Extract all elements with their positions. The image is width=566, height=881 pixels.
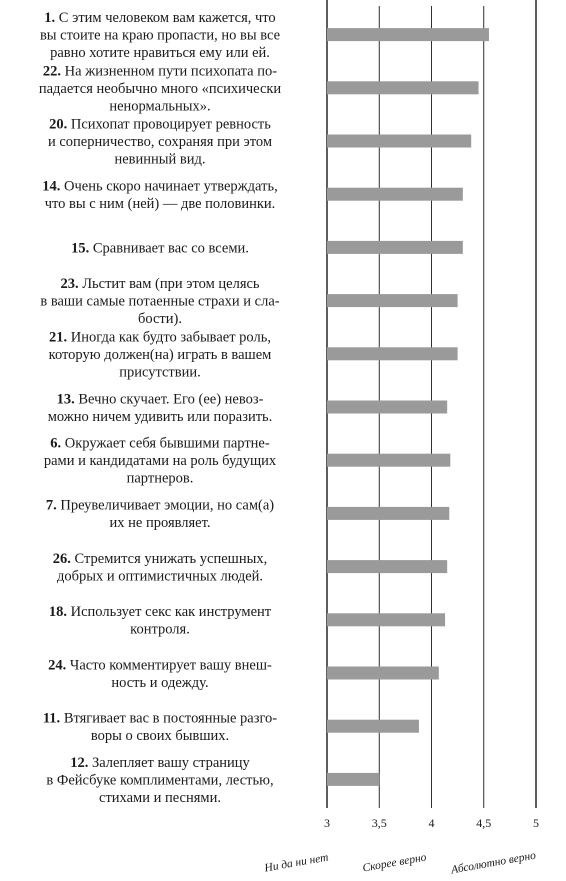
item-text: в Фейсбуке комплиментами, лестью, [46,772,274,789]
item-text: ность и одежду. [111,674,209,691]
item-text: которую должен(на) играть в вашем [48,346,272,363]
bar [327,720,419,733]
item-text: контроля. [130,621,190,638]
item-text: присутствии. [119,364,201,381]
item-label-line [57,568,263,584]
item-label-line [49,117,271,133]
item-number: 1. [44,10,59,27]
item-number: 12. [70,754,92,771]
x-category-label: Ни да ни нет [263,851,330,875]
item-label-line [42,178,277,194]
item-label-line [57,391,264,407]
x-tick-label: 3 [324,816,330,830]
bar [327,28,489,41]
item-label-line [110,515,211,531]
item-label-line [91,728,229,744]
bar [327,560,447,573]
item-text: рами и кандидатами на роль будущих [43,453,277,470]
item-label-line [70,755,250,771]
item-label-line [114,152,205,168]
item-label-line [43,63,277,79]
bar [327,454,450,467]
item-text: добрых и оптимистичных людей. [56,568,264,585]
x-category-label: Скорее верно [361,851,428,875]
item-label-line [49,329,271,345]
item-number: 18. [48,604,71,621]
item-number: 7. [45,497,61,514]
item-text: их не проявляет. [109,515,211,532]
item-number: 6. [50,435,65,452]
bar [327,294,458,307]
item-text: в ваши самые потаенные страхи и сла- [40,293,280,310]
item-text: невинный вид. [114,151,206,168]
item-text: Стремится унижать успешных, [74,550,268,567]
item-label-line [109,98,210,114]
item-label-line [45,196,276,212]
item-text: можно ничем удивить или поразить. [47,408,273,425]
bar [327,401,447,414]
item-label-line [99,790,221,806]
item-label-line [127,471,194,487]
bar [327,347,458,360]
x-axis-categories [263,850,537,877]
item-number: 26. [52,550,75,567]
item-text: Иногда как будто забывает роль, [70,329,271,346]
bars [327,28,489,786]
item-label-line [50,436,270,452]
item-text: Вечно скучает. Его (ее) невоз- [78,391,264,408]
item-text: Льстит вам (при этом целясь [82,276,260,293]
item-label-line [49,604,272,620]
item-label-line [130,622,190,638]
bar [327,773,379,786]
item-text: ненормальных». [109,98,211,115]
item-text: воры о своих бывших. [90,727,230,744]
x-tick-label: 4 [428,816,435,830]
x-tick-label: 3,5 [371,816,387,830]
item-text: На жизненном пути психопата по- [64,63,278,80]
x-tick-label: 5 [533,816,539,830]
item-label-line [48,409,273,425]
item-text: С этим человеком вам кажется, что [58,10,276,27]
item-number: 15. [71,240,93,257]
item-number: 22. [42,63,65,80]
item-label-line [46,772,273,788]
item-number: 11. [42,710,64,727]
item-text: Окружает себя бывшими партне- [64,435,270,452]
item-label-line [53,551,267,567]
item-text: Преувеличивает эмоции, но сам(а) [60,497,275,514]
bar [327,188,463,201]
item-text: партнеров. [126,470,194,487]
item-label-line [44,10,275,26]
item-text: что вы с ним (ней) — две половинки. [44,195,276,212]
item-text: Сравнивает вас со всеми. [92,240,249,257]
item-text: Часто комментирует вашу внеш- [69,657,272,674]
item-text: бости). [138,311,182,328]
item-number: 23. [60,276,83,293]
bar [327,613,445,626]
item-text: и соперничество, сохраняя при этом [47,134,273,150]
item-label-line [46,498,274,514]
item-text: Использует секс как инструмент [70,604,272,621]
item-label-line [49,347,272,363]
x-axis-ticks [324,816,539,830]
item-number: 21. [49,329,71,346]
bar [327,507,449,520]
item-label-line [48,657,272,673]
item-label-line [40,294,279,310]
item-text: равно хотите нравиться ему или ей. [50,45,270,62]
bar [327,135,471,148]
item-text: Втягивает вас в постоянные разго- [63,710,278,727]
item-label-line [40,28,280,44]
item-labels [39,10,282,806]
item-number: 24. [48,657,70,674]
item-label-line [43,710,277,726]
item-label-line [48,134,272,150]
item-number: 20. [49,116,71,133]
item-number: 14. [42,178,65,195]
item-text: стихами и песнями. [99,789,221,806]
bar [327,241,463,254]
item-text: падается необычно много «психически [38,80,282,97]
item-number: 13. [56,391,79,408]
bar [327,81,479,94]
item-text: Психопат провоцирует ревность [70,116,271,133]
item-text: Залепляет вашу страницу [91,754,250,771]
item-label-line [111,675,208,691]
item-text: вы стоите на краю пропасти, но вы все [39,27,281,44]
x-category-label: Абсолютно верно [450,849,537,877]
item-label-line [138,311,182,327]
bar [327,667,439,680]
item-label-line [119,364,201,380]
item-label-line [44,453,277,469]
item-text: Очень скоро начинает утверждать, [64,178,278,195]
x-tick-label: 4,5 [476,816,492,830]
item-label-line [50,45,270,61]
item-label-line [60,276,259,292]
item-label-line [39,81,282,97]
item-label-line [71,240,249,256]
